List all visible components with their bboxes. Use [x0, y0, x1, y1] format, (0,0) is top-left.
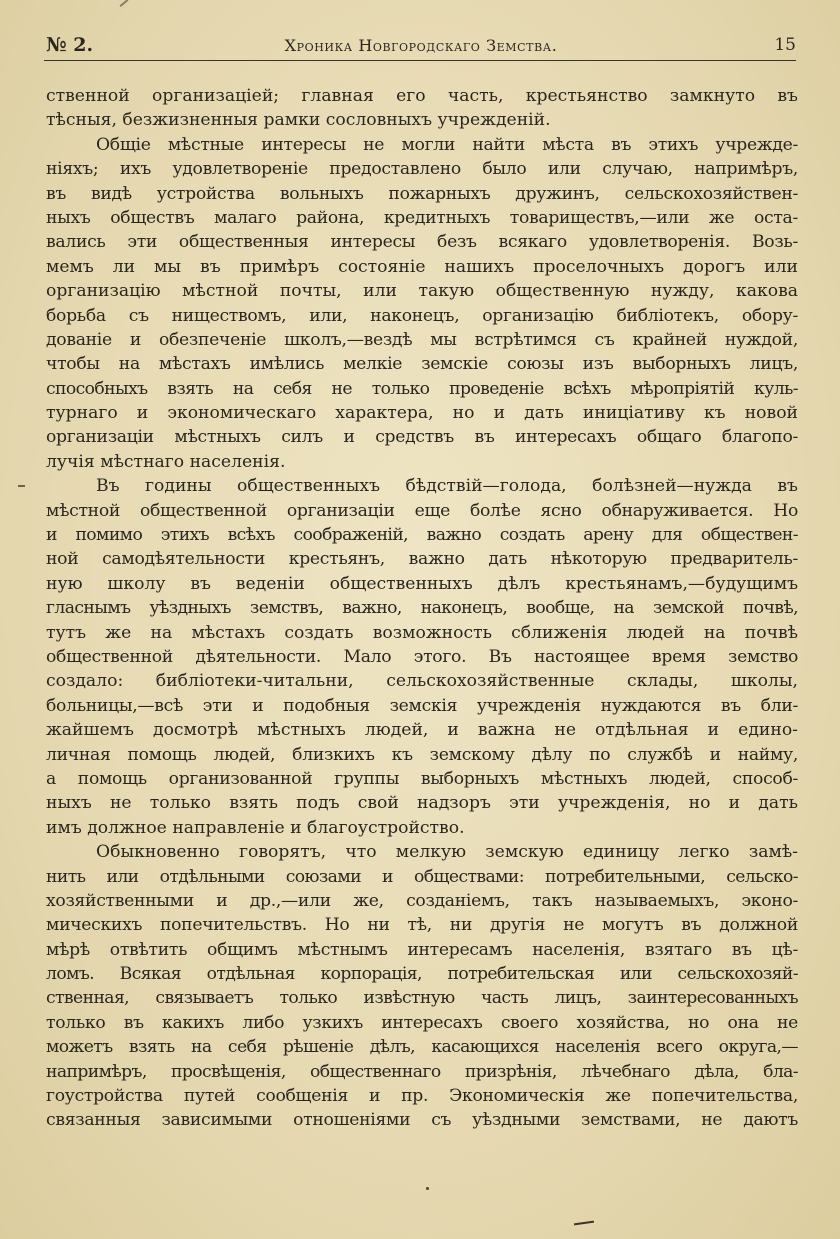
- text-line: чтобы на мѣстахъ имѣлись мелкіе земскіе союзы изъ выборныхъ лицъ,: [46, 354, 798, 375]
- text-line: лучія мѣстнаго населенія.: [46, 451, 286, 472]
- text-line: Въ годины общественныхъ бѣдствій—голода, болѣзней—нужда въ: [96, 476, 798, 497]
- text-line: личная помощь людей, близкихъ къ земскому дѣлу по службѣ и найму,: [46, 744, 798, 765]
- text-line: ственной организаціей; главная его часть, крестьянство замкнуто въ: [46, 86, 798, 106]
- journal-title: Хроника Новгородскаго Земства.: [284, 36, 558, 55]
- text-line: въ видѣ устройства вольныхъ пожарныхъ дружинъ, сельскохозяйствен-: [46, 183, 798, 204]
- margin-mark: [18, 485, 25, 487]
- text-line: дованіе и обезпеченіе школъ,—вездѣ мы встрѣтимся съ крайней нуждой,: [46, 329, 798, 350]
- text-line: ную школу въ веденіи общественныхъ дѣлъ крестьянамъ,—будущимъ: [46, 573, 798, 594]
- page-number: 15: [774, 35, 796, 55]
- text-line: гласнымъ уѣздныхъ земствъ, важно, наконецъ, вообще, на земской почвѣ,: [46, 598, 798, 619]
- text-line: Обыкновенно говорятъ, что мелкую земскую единицу легко замѣ-: [96, 842, 798, 863]
- article-text: [46, 84, 798, 1133]
- text-line: общественной дѣятельности. Мало этого. Въ настоящее время земство: [46, 646, 798, 667]
- text-line: создало: библіотеки-читальни, сельскохозяйственные склады, школы,: [46, 671, 798, 692]
- text-line: мемъ ли мы въ примѣръ состояніе нашихъ проселочныхъ дорогъ или: [46, 256, 798, 277]
- text-line: организаціи мѣстныхъ силъ и средствъ въ интересахъ общаго благопо-: [46, 427, 798, 448]
- text-line: хозяйственными и др.,—или же, созданіемъ, такъ называемыхъ, эконо-: [46, 890, 798, 911]
- text-line: и помимо этихъ всѣхъ соображеній, важно создать арену для обществен-: [46, 525, 798, 546]
- text-line: организацію мѣстной почты, или такую общественную нужду, какова: [46, 281, 798, 302]
- text-line: тутъ же на мѣстахъ создать возможность сближенія людей на почвѣ: [46, 622, 798, 643]
- text-line: Общіе мѣстные интересы не могли найти мѣста въ этихъ учрежде-: [96, 134, 798, 155]
- text-line: способныхъ взять на себя не только проведеніе всѣхъ мѣропріятій куль-: [46, 378, 798, 399]
- text-line: а помощь организованной группы выборныхъ мѣстныхъ людей, способ-: [46, 768, 798, 789]
- text-line: ломъ. Всякая отдѣльная корпорація, потребительская или сельскохозяй-: [46, 964, 798, 985]
- text-line: борьба съ ниществомъ, или, наконецъ, организацію библіотекъ, обору-: [46, 305, 798, 326]
- text-line: нить или отдѣльными союзами и обществами: потребительными, сельско-: [46, 866, 798, 887]
- paper-blemish: [120, 0, 129, 7]
- text-line: вались эти общественныя интересы безъ всякаго удовлетворенія. Возь-: [46, 232, 798, 253]
- text-line: можетъ взять на себя рѣшеніе дѣлъ, касающихся населенія всего округа,—: [46, 1037, 798, 1058]
- text-line: только въ какихъ либо узкихъ интересахъ своего хозяйства, но она не: [46, 1012, 798, 1033]
- text-line: ніяхъ; ихъ удовлетвореніе предоставлено было или случаю, напримѣръ,: [46, 159, 798, 180]
- text-line: тѣсныя, безжизненныя рамки сословныхъ учрежденій.: [46, 110, 551, 131]
- text-line: ныхъ обществъ малаго района, кредитныхъ товариществъ,—или же оста-: [46, 207, 798, 228]
- text-line: гоустройства путей сообщенія и пр. Экономическія же попечительства,: [46, 1086, 798, 1107]
- text-line: мѣстной общественной организаціи еще болѣе ясно обнаруживается. Но: [46, 500, 798, 521]
- issue-number: № 2.: [46, 34, 94, 56]
- text-line: напримѣръ, просвѣщенія, общественнаго призрѣнія, лѣчебнаго дѣла, бла-: [46, 1061, 798, 1082]
- text-line: ной самодѣятельности крестьянъ, важно дать нѣкоторую предваритель-: [46, 549, 798, 570]
- text-line: имъ должное направленіе и благоустройство.: [46, 817, 465, 838]
- text-line: ныхъ не только взять подъ свой надзоръ эти учрежденія, но и дать: [46, 793, 798, 814]
- text-line: мѣрѣ отвѣтить общимъ мѣстнымъ интересамъ населенія, взятаго въ цѣ-: [46, 939, 798, 960]
- text-line: мическихъ попечительствъ. Но ни тѣ, ни другія не могутъ въ должной: [46, 915, 798, 936]
- text-line: турнаго и экономическаго характера, но и дать иниціативу къ новой: [46, 403, 798, 424]
- text-line: больницы,—всѣ эти и подобныя земскія учрежденія нуждаются въ бли-: [46, 695, 798, 716]
- ink-speck: [426, 1187, 429, 1190]
- text-line: жайшемъ досмотрѣ мѣстныхъ людей, и важна не отдѣльная и едино-: [46, 720, 798, 741]
- running-head: [46, 30, 796, 60]
- header-rule: [44, 60, 796, 61]
- ink-stroke: [574, 1221, 594, 1226]
- text-line: связанныя зависимыми отношеніями съ уѣздными земствами, не даютъ: [46, 1110, 798, 1131]
- text-line: ственная, связываетъ только извѣстную часть лицъ, заинтересованныхъ: [46, 988, 798, 1009]
